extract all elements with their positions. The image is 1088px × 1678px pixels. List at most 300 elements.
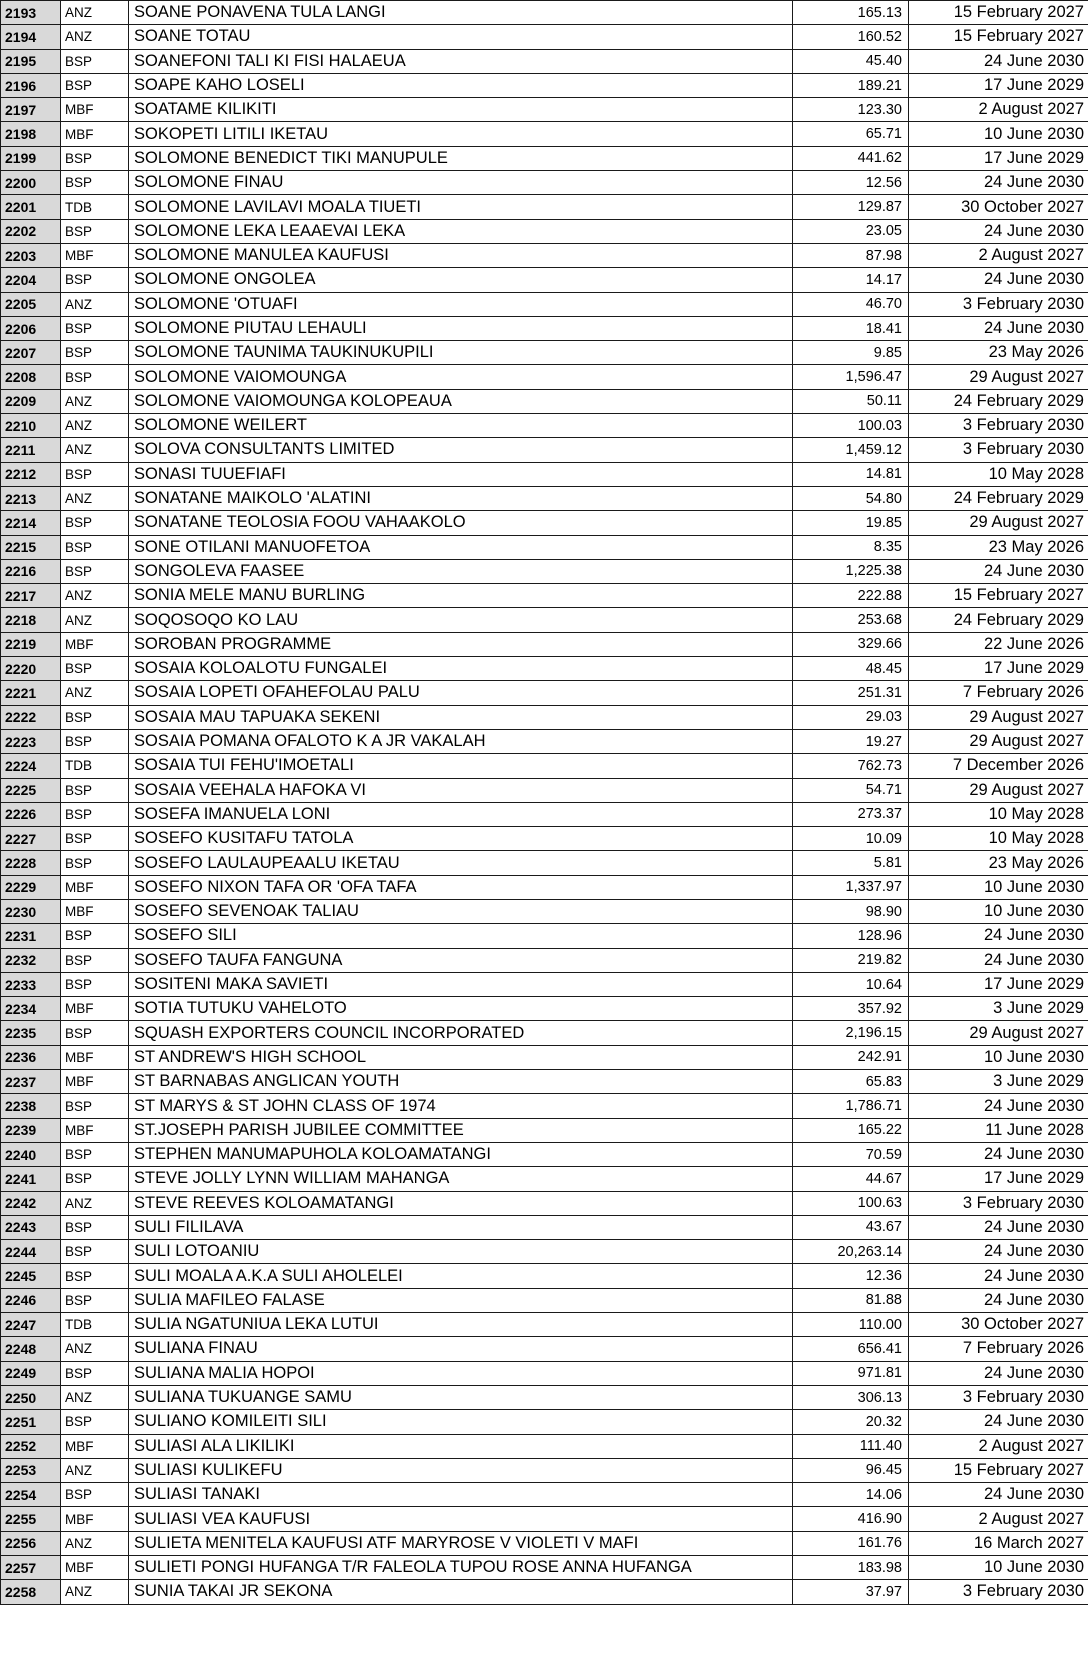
bank-code-cell: BSP (61, 559, 129, 583)
date-cell: 29 August 2027 (909, 1021, 1088, 1045)
account-name-cell: SOKOPETI LITILI IKETAU (129, 122, 793, 146)
table-row (1, 1, 1088, 25)
account-name-cell: SOAPE KAHO LOSELI (129, 73, 793, 97)
table-row (1, 851, 1088, 875)
table-row (1, 559, 1088, 583)
account-name-cell: STEPHEN MANUMAPUHOLA KOLOAMATANGI (129, 1142, 793, 1166)
date-cell: 22 June 2026 (909, 632, 1088, 656)
date-cell: 15 February 2027 (909, 25, 1088, 49)
bank-code-cell: TDB (61, 195, 129, 219)
table-row (1, 584, 1088, 608)
amount-cell: 65.71 (793, 122, 909, 146)
amount-cell: 1,786.71 (793, 1094, 909, 1118)
account-name-cell: SOLOMONE MANULEA KAUFUSI (129, 243, 793, 267)
account-name-cell: SOSEFO LAULAUPEAALU IKETAU (129, 851, 793, 875)
bank-code-cell: MBF (61, 1556, 129, 1580)
row-number-cell: 2202 (1, 219, 61, 243)
row-number-cell: 2225 (1, 778, 61, 802)
bank-code-cell: MBF (61, 899, 129, 923)
table-row (1, 1507, 1088, 1531)
date-cell: 24 June 2030 (909, 1483, 1088, 1507)
row-number-cell: 2219 (1, 632, 61, 656)
amount-cell: 20,263.14 (793, 1240, 909, 1264)
date-cell: 15 February 2027 (909, 1, 1088, 25)
date-cell: 10 May 2028 (909, 827, 1088, 851)
account-name-cell: ST MARYS & ST JOHN CLASS OF 1974 (129, 1094, 793, 1118)
table-row (1, 389, 1088, 413)
table-row (1, 462, 1088, 486)
row-number-cell: 2258 (1, 1580, 61, 1604)
date-cell: 24 February 2029 (909, 608, 1088, 632)
date-cell: 3 February 2030 (909, 1580, 1088, 1604)
account-name-cell: SOQOSOQO KO LAU (129, 608, 793, 632)
row-number-cell: 2242 (1, 1191, 61, 1215)
row-number-cell: 2252 (1, 1434, 61, 1458)
date-cell: 2 August 2027 (909, 98, 1088, 122)
date-cell: 7 February 2026 (909, 1337, 1088, 1361)
account-name-cell: SULIANA FINAU (129, 1337, 793, 1361)
row-number-cell: 2233 (1, 972, 61, 996)
bank-code-cell: ANZ (61, 389, 129, 413)
table-row (1, 1531, 1088, 1555)
table-row (1, 705, 1088, 729)
row-number-cell: 2220 (1, 657, 61, 681)
amount-cell: 20.32 (793, 1410, 909, 1434)
account-name-cell: SOSEFO KUSITAFU TATOLA (129, 827, 793, 851)
row-number-cell: 2211 (1, 438, 61, 462)
table-row (1, 1240, 1088, 1264)
amount-cell: 19.85 (793, 511, 909, 535)
amount-cell: 5.81 (793, 851, 909, 875)
bank-code-cell: MBF (61, 1045, 129, 1069)
date-cell: 2 August 2027 (909, 1434, 1088, 1458)
row-number-cell: 2203 (1, 243, 61, 267)
amount-cell: 48.45 (793, 657, 909, 681)
date-cell: 24 June 2030 (909, 1288, 1088, 1312)
row-number-cell: 2253 (1, 1458, 61, 1482)
bank-code-cell: BSP (61, 511, 129, 535)
row-number-cell: 2255 (1, 1507, 61, 1531)
bank-code-cell: BSP (61, 146, 129, 170)
account-name-cell: SONGOLEVA FAASEE (129, 559, 793, 583)
account-name-cell: SOANEFONI TALI KI FISI HALAEUA (129, 49, 793, 73)
amount-cell: 81.88 (793, 1288, 909, 1312)
table-row (1, 73, 1088, 97)
date-cell: 24 June 2030 (909, 49, 1088, 73)
amount-cell: 18.41 (793, 316, 909, 340)
row-number-cell: 2251 (1, 1410, 61, 1434)
amount-cell: 242.91 (793, 1045, 909, 1069)
bank-code-cell: MBF (61, 1070, 129, 1094)
date-cell: 24 June 2030 (909, 559, 1088, 583)
amount-cell: 161.76 (793, 1531, 909, 1555)
table-row (1, 681, 1088, 705)
amount-cell: 110.00 (793, 1313, 909, 1337)
table-row (1, 1458, 1088, 1482)
account-name-cell: SULIETI PONGI HUFANGA T/R FALEOLA TUPOU ROSE ANNA HUFANGA (129, 1556, 793, 1580)
bank-code-cell: MBF (61, 243, 129, 267)
amount-cell: 10.64 (793, 972, 909, 996)
account-name-cell: SONIA MELE MANU BURLING (129, 584, 793, 608)
table-row (1, 1556, 1088, 1580)
date-cell: 10 June 2030 (909, 875, 1088, 899)
row-number-cell: 2235 (1, 1021, 61, 1045)
amount-cell: 123.30 (793, 98, 909, 122)
amount-cell: 111.40 (793, 1434, 909, 1458)
amount-cell: 306.13 (793, 1385, 909, 1409)
row-number-cell: 2231 (1, 924, 61, 948)
bank-code-cell: BSP (61, 49, 129, 73)
bank-code-cell: TDB (61, 754, 129, 778)
row-number-cell: 2244 (1, 1240, 61, 1264)
bank-code-cell: ANZ (61, 1531, 129, 1555)
amount-cell: 14.81 (793, 462, 909, 486)
amount-cell: 656.41 (793, 1337, 909, 1361)
table-row (1, 875, 1088, 899)
amount-cell: 45.40 (793, 49, 909, 73)
date-cell: 24 June 2030 (909, 1215, 1088, 1239)
amount-cell: 129.87 (793, 195, 909, 219)
bank-code-cell: MBF (61, 1434, 129, 1458)
bank-code-cell: BSP (61, 657, 129, 681)
table-row (1, 778, 1088, 802)
bank-code-cell: BSP (61, 1021, 129, 1045)
account-name-cell: SOSAIA KOLOALOTU FUNGALEI (129, 657, 793, 681)
account-name-cell: SONATANE MAIKOLO 'ALATINI (129, 486, 793, 510)
bank-code-cell: BSP (61, 1264, 129, 1288)
row-number-cell: 2222 (1, 705, 61, 729)
date-cell: 23 May 2026 (909, 535, 1088, 559)
table-row (1, 1483, 1088, 1507)
table-row (1, 1410, 1088, 1434)
row-number-cell: 2204 (1, 268, 61, 292)
table-row (1, 316, 1088, 340)
row-number-cell: 2227 (1, 827, 61, 851)
account-name-cell: SOLOMONE LAVILAVI MOALA TIUETI (129, 195, 793, 219)
amount-cell: 100.03 (793, 414, 909, 438)
amount-cell: 329.66 (793, 632, 909, 656)
date-cell: 3 February 2030 (909, 1385, 1088, 1409)
account-name-cell: SOANE TOTAU (129, 25, 793, 49)
table-row (1, 657, 1088, 681)
row-number-cell: 2223 (1, 729, 61, 753)
row-number-cell: 2245 (1, 1264, 61, 1288)
bank-code-cell: MBF (61, 875, 129, 899)
account-name-cell: SOSEFA IMANUELA LONI (129, 802, 793, 826)
date-cell: 30 October 2027 (909, 1313, 1088, 1337)
row-number-cell: 2229 (1, 875, 61, 899)
account-name-cell: SQUASH EXPORTERS COUNCIL INCORPORATED (129, 1021, 793, 1045)
row-number-cell: 2200 (1, 171, 61, 195)
table-row (1, 146, 1088, 170)
table-row (1, 1191, 1088, 1215)
row-number-cell: 2236 (1, 1045, 61, 1069)
bank-code-cell: MBF (61, 1507, 129, 1531)
account-name-cell: SULIA NGATUNIUA LEKA LUTUI (129, 1313, 793, 1337)
amount-cell: 1,337.97 (793, 875, 909, 899)
table-row (1, 1288, 1088, 1312)
date-cell: 17 June 2029 (909, 972, 1088, 996)
amount-cell: 23.05 (793, 219, 909, 243)
date-cell: 10 June 2030 (909, 1556, 1088, 1580)
row-number-cell: 2221 (1, 681, 61, 705)
bank-code-cell: ANZ (61, 608, 129, 632)
bank-code-cell: ANZ (61, 1191, 129, 1215)
account-name-cell: SOLOMONE TAUNIMA TAUKINUKUPILI (129, 341, 793, 365)
amount-cell: 1,459.12 (793, 438, 909, 462)
bank-code-cell: ANZ (61, 681, 129, 705)
account-name-cell: SULIASI KULIKEFU (129, 1458, 793, 1482)
bank-code-cell: BSP (61, 1142, 129, 1166)
date-cell: 17 June 2029 (909, 73, 1088, 97)
table-row (1, 511, 1088, 535)
amount-cell: 19.27 (793, 729, 909, 753)
amount-cell: 219.82 (793, 948, 909, 972)
date-cell: 7 February 2026 (909, 681, 1088, 705)
amount-cell: 37.97 (793, 1580, 909, 1604)
bank-code-cell: ANZ (61, 1337, 129, 1361)
bank-code-cell: BSP (61, 1361, 129, 1385)
amount-cell: 44.67 (793, 1167, 909, 1191)
row-number-cell: 2194 (1, 25, 61, 49)
date-cell: 3 February 2030 (909, 292, 1088, 316)
amount-cell: 762.73 (793, 754, 909, 778)
account-name-cell: SULIANA TUKUANGE SAMU (129, 1385, 793, 1409)
account-name-cell: SULI MOALA A.K.A SULI AHOLELEI (129, 1264, 793, 1288)
row-number-cell: 2205 (1, 292, 61, 316)
account-name-cell: SULIASI VEA KAUFUSI (129, 1507, 793, 1531)
date-cell: 24 June 2030 (909, 1410, 1088, 1434)
table-row (1, 1434, 1088, 1458)
bank-code-cell: BSP (61, 365, 129, 389)
amount-cell: 9.85 (793, 341, 909, 365)
bank-code-cell: ANZ (61, 25, 129, 49)
account-name-cell: STEVE REEVES KOLOAMATANGI (129, 1191, 793, 1215)
bank-code-cell: BSP (61, 316, 129, 340)
table-row (1, 414, 1088, 438)
amount-cell: 70.59 (793, 1142, 909, 1166)
account-name-cell: ST ANDREW'S HIGH SCHOOL (129, 1045, 793, 1069)
table-row (1, 1021, 1088, 1045)
account-name-cell: SOTIA TUTUKU VAHELOTO (129, 997, 793, 1021)
table-body (1, 1, 1088, 1605)
amount-cell: 100.63 (793, 1191, 909, 1215)
amount-cell: 12.36 (793, 1264, 909, 1288)
account-name-cell: SOLOVA CONSULTANTS LIMITED (129, 438, 793, 462)
bank-code-cell: BSP (61, 729, 129, 753)
bank-code-cell: ANZ (61, 1458, 129, 1482)
amount-cell: 357.92 (793, 997, 909, 1021)
bank-code-cell: MBF (61, 997, 129, 1021)
account-name-cell: ST BARNABAS ANGLICAN YOUTH (129, 1070, 793, 1094)
account-name-cell: SOSAIA POMANA OFALOTO K A JR VAKALAH (129, 729, 793, 753)
row-number-cell: 2248 (1, 1337, 61, 1361)
bank-code-cell: BSP (61, 268, 129, 292)
account-name-cell: SULIASI ALA LIKILIKI (129, 1434, 793, 1458)
row-number-cell: 2246 (1, 1288, 61, 1312)
amount-cell: 189.21 (793, 73, 909, 97)
row-number-cell: 2215 (1, 535, 61, 559)
amount-cell: 2,196.15 (793, 1021, 909, 1045)
table-row (1, 365, 1088, 389)
row-number-cell: 2250 (1, 1385, 61, 1409)
table-row (1, 1313, 1088, 1337)
row-number-cell: 2240 (1, 1142, 61, 1166)
row-number-cell: 2224 (1, 754, 61, 778)
date-cell: 10 June 2030 (909, 899, 1088, 923)
amount-cell: 1,225.38 (793, 559, 909, 583)
table-row (1, 827, 1088, 851)
account-name-cell: SOANE PONAVENA TULA LANGI (129, 1, 793, 25)
table-row (1, 972, 1088, 996)
bank-code-cell: BSP (61, 827, 129, 851)
amount-cell: 54.71 (793, 778, 909, 802)
table-row (1, 899, 1088, 923)
row-number-cell: 2216 (1, 559, 61, 583)
bank-code-cell: MBF (61, 1118, 129, 1142)
date-cell: 24 June 2030 (909, 316, 1088, 340)
date-cell: 29 August 2027 (909, 778, 1088, 802)
table-row (1, 608, 1088, 632)
table-row (1, 219, 1088, 243)
table-row (1, 948, 1088, 972)
bank-code-cell: MBF (61, 122, 129, 146)
date-cell: 23 May 2026 (909, 341, 1088, 365)
table-row (1, 341, 1088, 365)
row-number-cell: 2256 (1, 1531, 61, 1555)
table-row (1, 1264, 1088, 1288)
row-number-cell: 2197 (1, 98, 61, 122)
account-name-cell: SOLOMONE PIUTAU LEHAULI (129, 316, 793, 340)
table-row (1, 535, 1088, 559)
bank-code-cell: BSP (61, 1288, 129, 1312)
date-cell: 24 February 2029 (909, 389, 1088, 413)
date-cell: 29 August 2027 (909, 729, 1088, 753)
table-row (1, 1070, 1088, 1094)
bank-code-cell: BSP (61, 705, 129, 729)
amount-cell: 160.52 (793, 25, 909, 49)
date-cell: 10 May 2028 (909, 802, 1088, 826)
bank-code-cell: BSP (61, 535, 129, 559)
date-cell: 17 June 2029 (909, 146, 1088, 170)
table-row (1, 1361, 1088, 1385)
amount-cell: 253.68 (793, 608, 909, 632)
date-cell: 2 August 2027 (909, 1507, 1088, 1531)
bank-code-cell: ANZ (61, 584, 129, 608)
row-number-cell: 2237 (1, 1070, 61, 1094)
date-cell: 24 June 2030 (909, 948, 1088, 972)
amount-cell: 441.62 (793, 146, 909, 170)
row-number-cell: 2218 (1, 608, 61, 632)
date-cell: 3 February 2030 (909, 414, 1088, 438)
date-cell: 29 August 2027 (909, 511, 1088, 535)
date-cell: 24 June 2030 (909, 1094, 1088, 1118)
account-name-cell: SOLOMONE WEILERT (129, 414, 793, 438)
account-name-cell: SULI LOTOANIU (129, 1240, 793, 1264)
amount-cell: 8.35 (793, 535, 909, 559)
bank-code-cell: BSP (61, 924, 129, 948)
amount-cell: 50.11 (793, 389, 909, 413)
row-number-cell: 2212 (1, 462, 61, 486)
bank-code-cell: ANZ (61, 438, 129, 462)
amount-cell: 10.09 (793, 827, 909, 851)
bank-code-cell: BSP (61, 1167, 129, 1191)
row-number-cell: 2226 (1, 802, 61, 826)
bank-code-cell: MBF (61, 632, 129, 656)
table-row (1, 1215, 1088, 1239)
amount-cell: 165.22 (793, 1118, 909, 1142)
bank-code-cell: BSP (61, 219, 129, 243)
account-name-cell: SOSAIA LOPETI OFAHEFOLAU PALU (129, 681, 793, 705)
account-name-cell: SULIETA MENITELA KAUFUSI ATF MARYROSE V VIOLETI V MAFI (129, 1531, 793, 1555)
account-name-cell: SONASI TUUEFIAFI (129, 462, 793, 486)
date-cell: 10 May 2028 (909, 462, 1088, 486)
row-number-cell: 2241 (1, 1167, 61, 1191)
table-row (1, 49, 1088, 73)
amount-cell: 222.88 (793, 584, 909, 608)
row-number-cell: 2193 (1, 1, 61, 25)
date-cell: 17 June 2029 (909, 657, 1088, 681)
date-cell: 16 March 2027 (909, 1531, 1088, 1555)
bank-code-cell: BSP (61, 778, 129, 802)
row-number-cell: 2201 (1, 195, 61, 219)
account-name-cell: SULI FILILAVA (129, 1215, 793, 1239)
account-name-cell: SOSEFO TAUFA FANGUNA (129, 948, 793, 972)
row-number-cell: 2198 (1, 122, 61, 146)
bank-code-cell: BSP (61, 948, 129, 972)
account-name-cell: SOLOMONE BENEDICT TIKI MANUPULE (129, 146, 793, 170)
table-row (1, 243, 1088, 267)
date-cell: 30 October 2027 (909, 195, 1088, 219)
account-name-cell: SOLOMONE LEKA LEAAEVAI LEKA (129, 219, 793, 243)
date-cell: 2 August 2027 (909, 243, 1088, 267)
bank-code-cell: MBF (61, 98, 129, 122)
date-cell: 24 June 2030 (909, 219, 1088, 243)
account-name-cell: SOSEFO NIXON TAFA OR 'OFA TAFA (129, 875, 793, 899)
date-cell: 24 June 2030 (909, 171, 1088, 195)
date-cell: 23 May 2026 (909, 851, 1088, 875)
amount-cell: 65.83 (793, 1070, 909, 1094)
date-cell: 15 February 2027 (909, 584, 1088, 608)
date-cell: 24 June 2030 (909, 1142, 1088, 1166)
table-row (1, 1385, 1088, 1409)
amount-cell: 1,596.47 (793, 365, 909, 389)
row-number-cell: 2207 (1, 341, 61, 365)
date-cell: 24 June 2030 (909, 1240, 1088, 1264)
bank-code-cell: ANZ (61, 292, 129, 316)
bank-code-cell: BSP (61, 1410, 129, 1434)
row-number-cell: 2195 (1, 49, 61, 73)
amount-cell: 98.90 (793, 899, 909, 923)
amount-cell: 165.13 (793, 1, 909, 25)
account-name-cell: ST.JOSEPH PARISH JUBILEE COMMITTEE (129, 1118, 793, 1142)
table-row (1, 195, 1088, 219)
date-cell: 3 June 2029 (909, 997, 1088, 1021)
account-name-cell: SULIA MAFILEO FALASE (129, 1288, 793, 1312)
row-number-cell: 2199 (1, 146, 61, 170)
table-row (1, 486, 1088, 510)
date-cell: 24 June 2030 (909, 924, 1088, 948)
date-cell: 24 February 2029 (909, 486, 1088, 510)
date-cell: 3 June 2029 (909, 1070, 1088, 1094)
date-cell: 24 June 2030 (909, 1264, 1088, 1288)
row-number-cell: 2243 (1, 1215, 61, 1239)
table-row (1, 438, 1088, 462)
amount-cell: 43.67 (793, 1215, 909, 1239)
bank-code-cell: BSP (61, 341, 129, 365)
date-cell: 29 August 2027 (909, 365, 1088, 389)
row-number-cell: 2196 (1, 73, 61, 97)
